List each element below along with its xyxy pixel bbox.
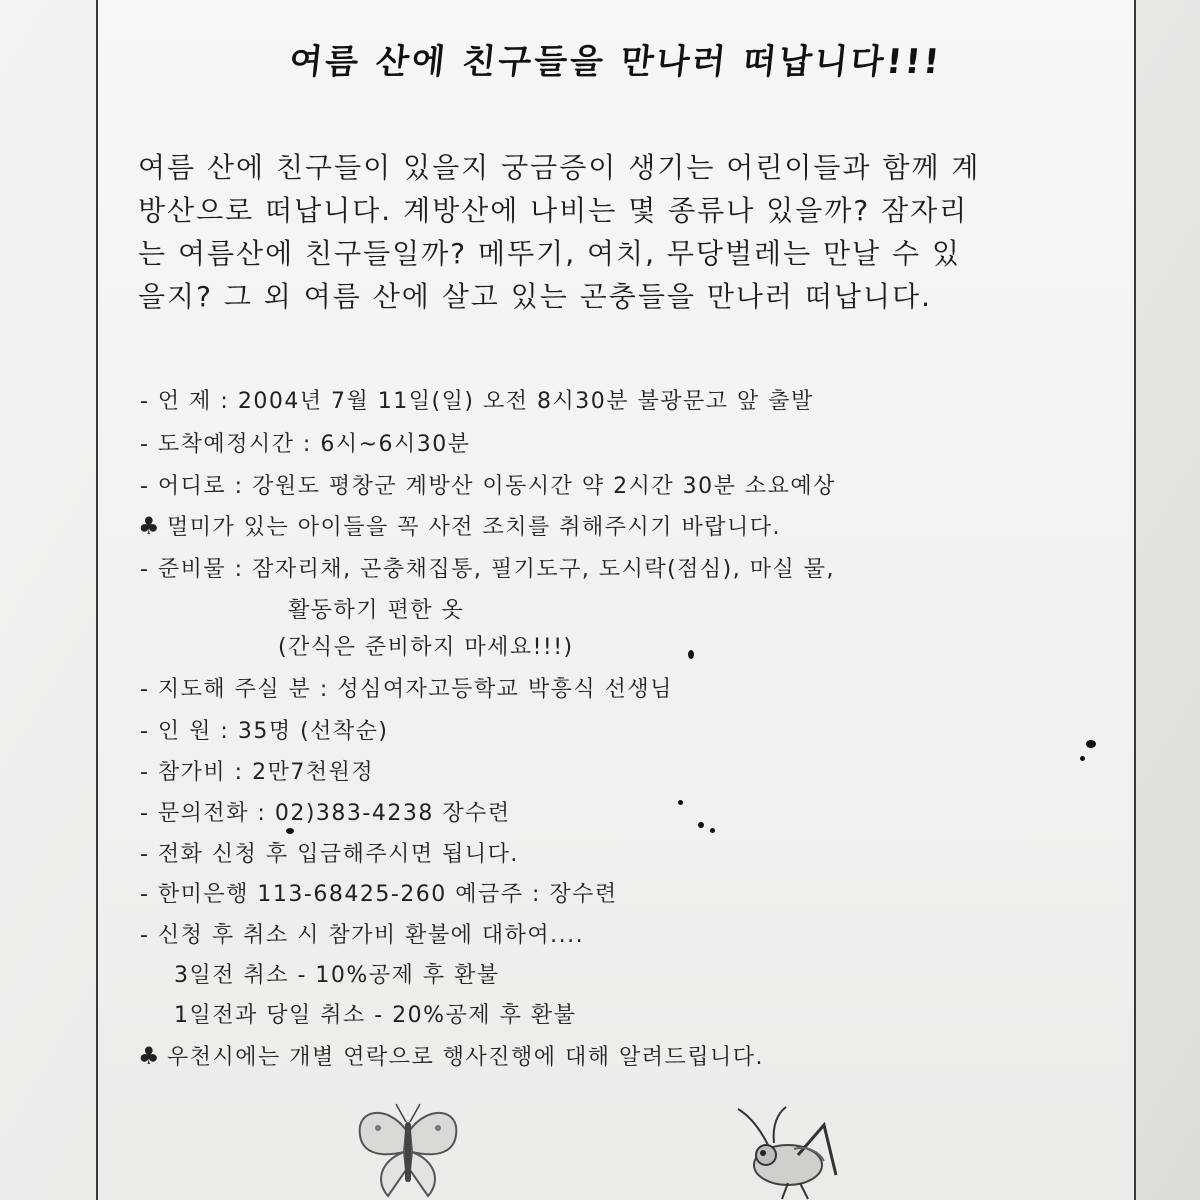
detail-refund-1day: 1일전과 당일 취소 - 20%공제 후 환불 (174, 1003, 577, 1028)
detail-fee: - 참가비 : 2만7천원정 (140, 760, 375, 785)
ink-speck (688, 650, 694, 659)
motion-sickness-text: 멀미가 있는 아이들을 꼭 사전 조치를 취해주시기 바랍니다. (167, 515, 782, 540)
rain-text: 우천시에는 개별 연락으로 행사진행에 대해 알려드립니다. (167, 1045, 765, 1070)
ink-speck (1086, 740, 1096, 748)
intro-paragraph (138, 146, 1098, 318)
grasshopper-illustration (728, 1105, 848, 1200)
detail-contact: - 문의전화 : 02)383-4238 장수련 (140, 801, 511, 826)
detail-refund-3day: 3일전 취소 - 10%공제 후 환불 (174, 963, 500, 988)
detail-supplies: - 준비물 : 잠자리채, 곤충채집통, 필기도구, 도시락(점심), 마실 물, (140, 557, 835, 582)
detail-supplies-cont: 활동하기 편한 옷 (288, 598, 465, 623)
detail-headcount: - 인 원 : 35명 (선착순) (140, 719, 389, 744)
ink-speck (1080, 756, 1085, 761)
detail-motion-sickness (138, 510, 781, 541)
intro-line: 여름 산에 친구들이 있을지 궁금증이 생기는 어린이들과 함께 계 (138, 151, 981, 184)
detail-arrival: - 도착예정시간 : 6시~6시30분 (140, 432, 471, 457)
detail-where: - 어디로 : 강원도 평창군 계방산 이동시간 약 2시간 30분 소요예상 (140, 474, 836, 499)
detail-snack-note: (간식은 준비하지 마세요!!!) (278, 635, 574, 660)
intro-line: 을지? 그 외 여름 산에 살고 있는 곤충들을 만나러 떠납니다. (138, 280, 932, 313)
butterfly-illustration (348, 1100, 468, 1200)
club-icon: ♣ (138, 512, 162, 540)
flyer-title: 여름 산에 친구들을 만나러 떠납니다!!! (287, 42, 944, 82)
detail-when: - 언 제 : 2004년 7월 11일(일) 오전 8시30분 불광문고 앞 출발 (140, 389, 814, 414)
flyer-page (96, 0, 1136, 1200)
intro-line: 방산으로 떠납니다. 계방산에 나비는 몇 종류나 있을까? 잠자리 (138, 194, 969, 227)
ink-speck (678, 800, 683, 805)
intro-line: 는 여름산에 친구들일까? 메뚜기, 여치, 무당벌레는 만날 수 있 (138, 237, 962, 270)
ink-speck (710, 828, 715, 833)
ink-speck (698, 822, 704, 828)
detail-guide: - 지도해 주실 분 : 성심여자고등학교 박흥식 선생님 (140, 677, 673, 702)
detail-bank: - 한미은행 113-68425-260 예금주 : 장수련 (140, 882, 618, 907)
detail-rain (138, 1040, 764, 1071)
ink-speck (286, 828, 294, 834)
detail-refund-title: - 신청 후 취소 시 참가비 환불에 대하여.... (140, 923, 585, 948)
club-icon: ♣ (138, 1042, 162, 1070)
detail-apply: - 전화 신청 후 입금해주시면 됩니다. (140, 842, 519, 867)
